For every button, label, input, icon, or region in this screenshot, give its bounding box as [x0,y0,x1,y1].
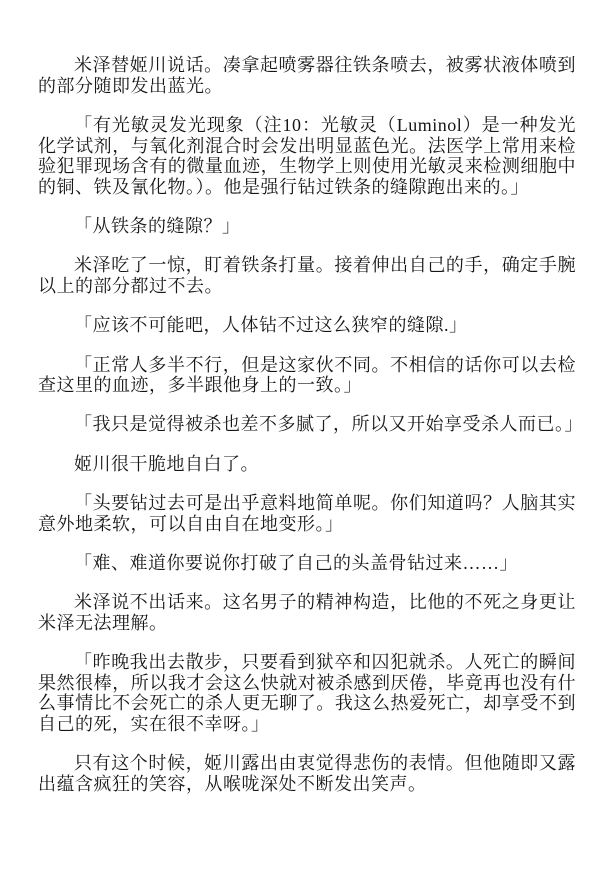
paragraph: 米泽吃了一惊，盯着铁条打量。接着伸出自己的手，确定手腕以上的部分都过不去。 [38,255,576,297]
paragraph-dialogue: 「从铁条的缝隙？」 [74,216,241,237]
paragraph-dialogue: 「应该不可能吧，人体钻不过这么狭窄的缝隙.」 [74,315,468,336]
paragraph: 米泽说不出话来。这名男子的精神构造，比他的不死之身更让米泽无法理解。 [38,591,576,633]
paragraph-dialogue: 「头要钻过去可是出乎意料地简单呢。你们知道吗？人脑其实意外地柔软，可以自由自在地变形。」 [38,492,576,534]
paragraph-dialogue: 「难、难道你要说你打破了自己的头盖骨钻过来……」 [74,552,518,573]
paragraph-dialogue: 「我只是觉得被杀也差不多腻了，所以又开始享受杀人而已。」 [74,414,583,435]
paragraph-dialogue: 「正常人多半不行，但是这家伙不同。不相信的话你可以去检查这里的血迹，多半跟他身上的一致。」 [38,354,576,396]
paragraph: 姬川很干脆地自白了。 [74,453,259,474]
paragraph: 只有这个时候，姬川露出由衷觉得悲伤的表情。但他随即又露出蕴含疯狂的笑容，从喉咙深处不断发出笑声。 [38,753,576,794]
paragraph-dialogue: 「昨晚我出去散步，只要看到狱卒和囚犯就杀。人死亡的瞬间果然很棒，所以我才会这么快就对被杀感到厌倦，毕竟再也没有什么事情比不会死亡的杀人更无聊了。我这么热爱死亡，却享受不到自己的死，实在很不幸呀。」 [38,651,576,734]
paragraph: 米泽替姬川说话。凑拿起喷雾器往铁条喷去，被雾状液体喷到的部分随即发出蓝光。 [38,55,576,96]
text-content [38,55,583,795]
paragraph: 「有光敏灵发光现象（注10：光敏灵（Luminol）是一种发光化学试剂，与氧化剂混合时会发出明显蓝色光。法医学上常用来检验犯罪现场含有的微量血迹，生物学上则使用光敏灵来检测细胞中的铜、铁及氰化物。）。他是强行钻过铁条的缝隙跑出来的。」 [38,114,576,198]
